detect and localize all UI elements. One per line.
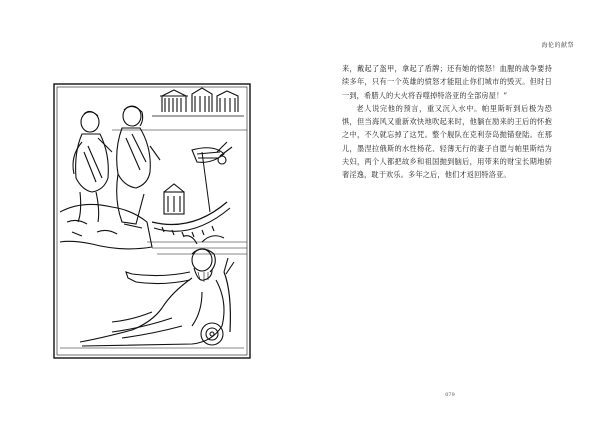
- running-header: 海伦的献祭: [541, 42, 574, 49]
- body-text: [342, 62, 552, 182]
- paragraph: 老人说完他的预言，重又沉入水中。帕里斯听到后极为恐惧，但当海风又重新欢快地吹起来时，他躺在励来的王后的怀抱之中，不久就忘掉了这咒。整个舰队在克利奈岛抛锚登陆。在那儿，墨涅拉俄斯的水性杨花、轻薄无行的妻子自愿与帕里斯结为夫妇，两个人都把故乡和祖国抛到脑后，用带来的财宝长期地骄奢淫逸，耽于欢乐。多年之后，他们才返回特洛亚。: [342, 103, 552, 180]
- page-number: 079: [445, 392, 455, 398]
- engraving-illustration: [52, 82, 252, 360]
- right-page: [300, 0, 600, 424]
- engraving-figure: [52, 82, 252, 360]
- paragraph-continued: 来，戴起了盔甲，拿起了盾牌；还有她的愤怒！血腥的战争要持续多年，只有一个英雄的愤怒才能阻止你们城市的毁灭。但时日一到，希腊人的大火将吞噬掉特洛亚的全部房屋！”: [342, 64, 552, 100]
